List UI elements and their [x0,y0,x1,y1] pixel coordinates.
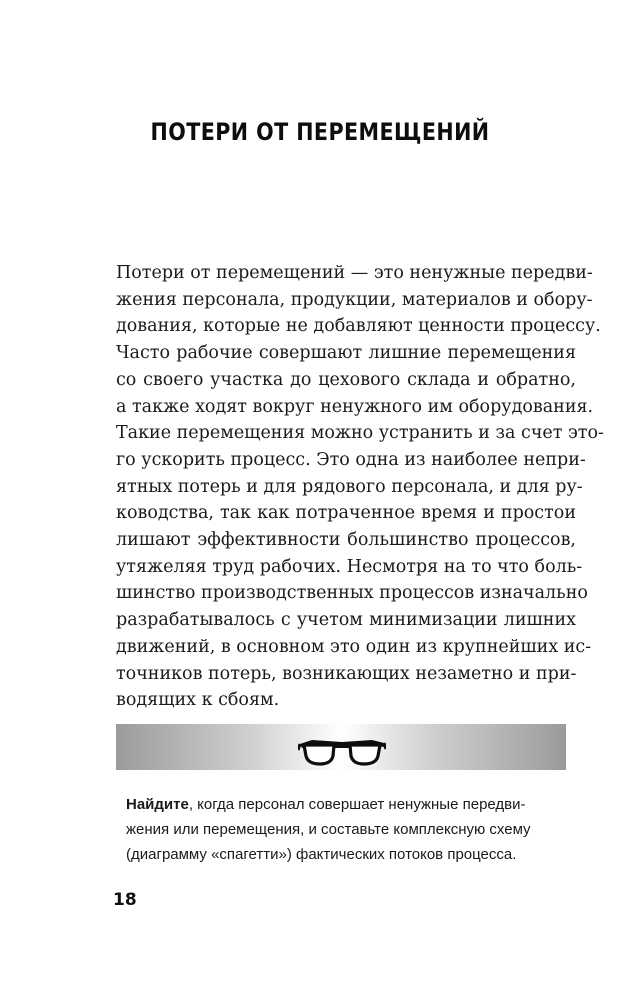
body-line: го ускорить процесс. Это одна из наиболее непри- [116,449,586,470]
body-line: шинство производственных процессов изначально [116,583,588,604]
body-line: ятных потерь и для рядового персонала, и для ру- [116,476,583,497]
note-line: (диаграмму «спагетти») фактических потоков процесса. [126,846,517,863]
body-line: дования, которые не добавляют ценности процессу. [116,316,601,337]
body-line: утяжеляя труд рабочих. Несмотря на то что боль- [116,556,583,577]
note-line: жения или перемещения, и составьте комплексную схему [126,821,531,838]
body-line: движений, в основном это один из крупнейших ис- [116,636,592,657]
note-line-text: , когда персонал совершает ненужные передви- [188,796,526,813]
body-line: Потери от перемещений — это ненужные передви- [116,263,593,283]
body-line: водящих к сбоям. [116,690,280,711]
body-line: Такие перемещения можно устранить и за счет это- [116,423,604,444]
tip-banner [116,724,566,770]
note-line [126,792,566,817]
body-line: со своего участка до цехового склада и обратно, [116,369,576,390]
body-line: а также ходят вокруг ненужного им оборудования. [116,396,594,417]
body-line: лишают эффективности большинство процессов, [116,530,576,551]
body-line: Часто рабочие совершают лишние перемещения [116,343,576,364]
page-title: ПОТЕРИ ОТ ПЕРЕМЕЩЕНИЙ [150,118,490,146]
page-number: 18 [113,890,137,910]
note-keyword: Найдите [126,796,189,813]
body-line: разрабатывалось с учетом минимизации лишних [116,610,576,631]
glasses-icon [298,730,386,768]
body-line: жения персонала, продукции, материалов и обору- [116,289,593,310]
body-line: ководства, так как потраченное время и простои [116,503,576,524]
body-paragraph [116,260,604,714]
tip-note [126,792,566,867]
body-line: точников потерь, возникающих незаметно и при- [116,663,577,684]
